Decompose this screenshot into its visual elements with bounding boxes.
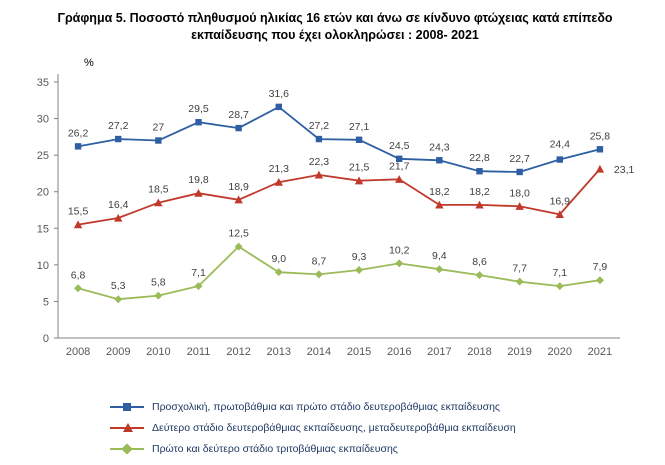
- data-label: 7,7: [512, 262, 527, 275]
- data-label: 27,2: [107, 120, 129, 133]
- series-marker: [74, 284, 82, 292]
- y-tick-label: 5: [42, 296, 49, 309]
- chart-legend: [110, 396, 580, 459]
- data-label: 23,1: [613, 164, 635, 177]
- data-label: 22,3: [308, 155, 330, 168]
- y-tick-label: 35: [36, 77, 49, 89]
- data-label: 21,7: [388, 160, 410, 173]
- data-label: 24,4: [549, 138, 571, 151]
- data-label: 5,3: [110, 280, 126, 293]
- data-label: 8,6: [472, 256, 487, 269]
- data-label: 18,9: [228, 180, 249, 193]
- y-tick-label: 20: [36, 186, 49, 199]
- series-marker: [276, 104, 282, 110]
- x-tick-label: 2016: [386, 346, 412, 358]
- x-tick-label: 2014: [306, 346, 332, 358]
- x-tick-label: 2012: [226, 346, 251, 358]
- data-label: 31,6: [268, 87, 290, 100]
- data-label: 18,2: [429, 185, 450, 198]
- data-label: 9,3: [351, 250, 367, 263]
- x-tick-label: 2019: [507, 346, 532, 358]
- series-marker: [476, 168, 482, 174]
- data-label: 19,8: [188, 174, 209, 187]
- data-label: 25,8: [589, 130, 611, 143]
- legend-label-primary: Προσχολική, πρωτοβάθμια και πρώτο στάδιο δευτεροβάθμιας εκπαίδευσης: [152, 400, 500, 413]
- data-label: 12,5: [228, 227, 249, 240]
- series-marker: [75, 143, 81, 149]
- y-tick-label: 10: [36, 259, 49, 272]
- data-label: 27,2: [308, 120, 330, 133]
- title-line-1: Γράφημα 5. Ποσοστό πληθυσμού ηλικίας 16 ετών και άνω σε κίνδυνο φτώχειας κατά επίπεδο: [57, 11, 613, 25]
- data-label: 27: [152, 121, 165, 134]
- y-tick-label: 25: [36, 150, 49, 163]
- data-label: 29,5: [188, 103, 209, 116]
- series-marker: [115, 136, 121, 142]
- series-marker: [155, 137, 161, 143]
- legend-item-primary[interactable]: [110, 396, 580, 417]
- x-tick-label: 2010: [146, 346, 171, 358]
- y-axis-unit-label: %: [84, 57, 94, 69]
- data-label: 7,1: [552, 267, 568, 280]
- legend-swatch-square-icon: [110, 401, 144, 413]
- data-label: 22,7: [509, 152, 530, 165]
- data-label: 24,3: [429, 141, 450, 154]
- series-marker: [395, 259, 403, 267]
- series-marker: [516, 278, 524, 286]
- data-label: 26,2: [67, 127, 89, 140]
- data-label: 7,9: [592, 261, 608, 274]
- data-label: 18,2: [469, 185, 490, 198]
- series-marker: [235, 125, 241, 131]
- series-marker: [476, 271, 484, 279]
- data-label: 7,1: [191, 267, 206, 280]
- data-label: 8,7: [311, 255, 327, 268]
- x-tick-label: 2018: [467, 346, 492, 358]
- series-marker: [435, 265, 443, 273]
- legend-swatch-diamond-icon: [110, 443, 144, 455]
- title-line-2: εκπαίδευσης που έχει ολοκληρώσει : 2008- 2021: [191, 28, 479, 42]
- legend-label-secondary: Δεύτερο στάδιο δευτεροβάθμιας εκπαίδευσης, μεταδευτεροβάθμια εκπαίδευση: [152, 421, 516, 434]
- data-label: 15,5: [67, 205, 89, 218]
- series-marker: [516, 169, 522, 175]
- series-marker: [597, 146, 603, 152]
- data-label: 9,0: [271, 253, 287, 266]
- x-tick-label: 2020: [547, 346, 573, 358]
- legend-swatch-triangle-icon: [110, 422, 144, 434]
- y-tick-label: 30: [36, 113, 49, 126]
- data-label: 10,2: [388, 244, 410, 257]
- series-marker: [315, 270, 323, 278]
- x-tick-label: 2021: [587, 346, 613, 358]
- series-marker: [154, 292, 162, 300]
- x-tick-label: 2013: [266, 346, 292, 358]
- series-marker: [355, 266, 363, 274]
- x-tick-label: 2008: [65, 346, 91, 358]
- x-tick-label: 2015: [346, 346, 372, 358]
- x-tick-label: 2017: [427, 346, 452, 358]
- data-label: 24,5: [388, 139, 410, 152]
- y-tick-label: 15: [36, 223, 49, 236]
- x-tick-label: 2009: [105, 346, 131, 358]
- data-label: 18,0: [509, 187, 530, 200]
- x-tick-label: 2011: [186, 346, 211, 358]
- series-marker: [556, 282, 564, 290]
- series-marker: [436, 157, 442, 163]
- series-marker: [557, 156, 563, 162]
- series-marker: [114, 295, 122, 303]
- data-label: 9,4: [432, 250, 447, 263]
- series-marker: [195, 119, 201, 125]
- data-label: 16,4: [107, 199, 129, 212]
- data-label: 21,3: [268, 163, 290, 176]
- data-label: 18,5: [148, 183, 169, 196]
- series-marker: [596, 165, 604, 173]
- legend-item-tertiary[interactable]: [110, 438, 580, 459]
- series-marker: [316, 136, 322, 142]
- legend-label-tertiary: Πρώτο και δεύτερο στάδιο τριτοβάθμιας εκπαίδευσης: [152, 442, 398, 455]
- data-label: 27,1: [348, 120, 370, 133]
- series-marker: [596, 276, 604, 284]
- data-label: 28,7: [228, 109, 249, 122]
- legend-item-secondary[interactable]: [110, 417, 580, 438]
- y-tick-label: 0: [42, 333, 49, 345]
- data-label: 21,5: [348, 161, 370, 174]
- data-label: 16,9: [549, 195, 571, 208]
- data-label: 6,8: [70, 269, 86, 282]
- data-label: 5,8: [151, 276, 166, 289]
- series-marker: [356, 137, 362, 143]
- data-label: 22,8: [469, 152, 490, 165]
